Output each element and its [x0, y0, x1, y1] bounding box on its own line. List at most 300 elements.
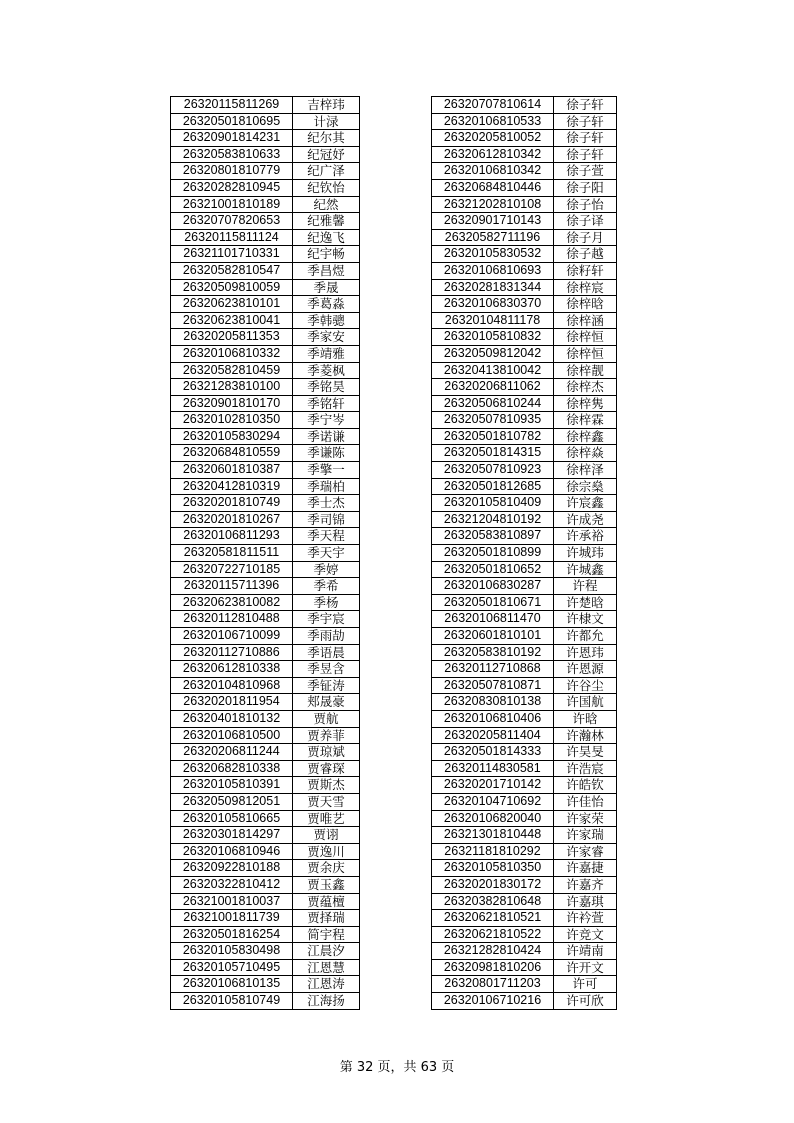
- candidate-name-cell: 徐梓泽: [554, 462, 617, 479]
- candidate-name-cell: 许家瑞: [554, 827, 617, 844]
- candidate-name-cell: 季铭轩: [293, 395, 360, 412]
- candidate-id-cell: 26320509812051: [171, 793, 293, 810]
- candidate-id-cell: 26320501814315: [432, 445, 554, 462]
- candidate-id-cell: 26320105830294: [171, 428, 293, 445]
- candidate-id-cell: 26320621810521: [432, 910, 554, 927]
- candidate-name-cell: 许佳怡: [554, 793, 617, 810]
- table-row: [432, 229, 617, 246]
- candidate-name-cell: 许嘉捷: [554, 860, 617, 877]
- candidate-id-cell: 26320830810138: [432, 694, 554, 711]
- candidate-id-cell: 26320507810871: [432, 677, 554, 694]
- candidate-name-cell: 徐梓隽: [554, 395, 617, 412]
- page-footer: 第 32 页，共 63 页: [339, 1060, 455, 1075]
- candidate-id-cell: 26320106810406: [432, 710, 554, 727]
- candidate-name-cell: 徐梓鑫: [554, 428, 617, 445]
- candidate-id-cell: 26320901814231: [171, 130, 293, 147]
- table-row: [432, 329, 617, 346]
- candidate-name-cell: 贾蕴檀: [293, 893, 360, 910]
- candidate-name-cell: 贾唯艺: [293, 810, 360, 827]
- candidate-id-cell: 26320382810648: [432, 893, 554, 910]
- table-row: [171, 561, 360, 578]
- table-row: [432, 312, 617, 329]
- candidate-id-cell: 26320282810945: [171, 179, 293, 196]
- candidate-id-cell: 26320922810188: [171, 860, 293, 877]
- candidate-id-cell: 26320112710868: [432, 661, 554, 678]
- candidate-name-cell: 贾诩: [293, 827, 360, 844]
- table-row: [432, 428, 617, 445]
- table-row: [432, 594, 617, 611]
- table-row: [432, 976, 617, 993]
- candidate-name-cell: 季韩骢: [293, 312, 360, 329]
- table-row: [171, 246, 360, 263]
- candidate-name-cell: 许瀚林: [554, 727, 617, 744]
- table-row: [432, 677, 617, 694]
- table-row: [171, 279, 360, 296]
- candidate-name-cell: 许浩宸: [554, 760, 617, 777]
- candidate-id-cell: 26320106811470: [432, 611, 554, 628]
- table-row: [171, 412, 360, 429]
- candidate-id-cell: 26320206811244: [171, 744, 293, 761]
- candidate-id-cell: 26320413810042: [432, 362, 554, 379]
- candidate-id-cell: 26320684810559: [171, 445, 293, 462]
- table-row: [171, 661, 360, 678]
- table-row: [432, 876, 617, 893]
- candidate-id-cell: 26320621810522: [432, 926, 554, 943]
- table-row: [432, 345, 617, 362]
- candidate-id-cell: 26320707810614: [432, 97, 554, 114]
- table-row: [171, 628, 360, 645]
- candidate-name-cell: 许开文: [554, 959, 617, 976]
- table-row: [432, 179, 617, 196]
- table-row: [171, 893, 360, 910]
- table-row: [171, 578, 360, 595]
- candidate-id-cell: 26321001810037: [171, 893, 293, 910]
- candidate-id-cell: 26320106810135: [171, 976, 293, 993]
- table-row: [171, 943, 360, 960]
- candidate-name-cell: 徐梓宸: [554, 279, 617, 296]
- candidate-id-cell: 26320501810671: [432, 594, 554, 611]
- candidate-id-cell: 26320112810488: [171, 611, 293, 628]
- table-row: [432, 545, 617, 562]
- table-row: [432, 412, 617, 429]
- table-row: [171, 744, 360, 761]
- candidate-id-cell: 26320583810192: [432, 644, 554, 661]
- candidate-id-cell: 26321204810192: [432, 511, 554, 528]
- candidate-id-cell: 26320205811353: [171, 329, 293, 346]
- candidate-name-cell: 许程: [554, 578, 617, 595]
- table-row: [432, 777, 617, 794]
- candidate-name-cell: 季司锦: [293, 511, 360, 528]
- candidate-id-cell: 26320106810693: [432, 262, 554, 279]
- candidate-id-cell: 26320507810935: [432, 412, 554, 429]
- table-row: [432, 644, 617, 661]
- candidate-name-cell: 贾琼斌: [293, 744, 360, 761]
- candidate-name-cell: 季天程: [293, 528, 360, 545]
- candidate-name-cell: 贾玉鑫: [293, 876, 360, 893]
- candidate-id-cell: 26320105810350: [432, 860, 554, 877]
- table-row: [171, 810, 360, 827]
- candidate-name-cell: 吉梓玮: [293, 97, 360, 114]
- table-row: [171, 959, 360, 976]
- candidate-id-cell: 26320412810319: [171, 478, 293, 495]
- candidate-name-cell: 许宸鑫: [554, 495, 617, 512]
- table-row: [432, 495, 617, 512]
- candidate-id-cell: 26320106810946: [171, 843, 293, 860]
- table-row: [171, 644, 360, 661]
- table-row: [432, 279, 617, 296]
- candidate-id-cell: 26320105810832: [432, 329, 554, 346]
- candidate-id-cell: 26320581811511: [171, 545, 293, 562]
- candidate-name-cell: 江恩涛: [293, 976, 360, 993]
- candidate-id-cell: 26321301810448: [432, 827, 554, 844]
- candidate-name-cell: 贾逸川: [293, 843, 360, 860]
- candidate-name-cell: 徐宗燊: [554, 478, 617, 495]
- candidate-id-cell: 26320115811124: [171, 229, 293, 246]
- candidate-id-cell: 26320582810459: [171, 362, 293, 379]
- candidate-name-cell: 简宇程: [293, 926, 360, 943]
- table-row: [432, 213, 617, 230]
- table-row: [171, 827, 360, 844]
- candidate-id-cell: 26321202810108: [432, 196, 554, 213]
- table-row: [432, 893, 617, 910]
- table-row: [171, 495, 360, 512]
- candidate-id-cell: 26320201830172: [432, 876, 554, 893]
- table-row: [432, 943, 617, 960]
- table-row: [432, 694, 617, 711]
- roster-table-left: [170, 96, 360, 1010]
- candidate-id-cell: 26320322810412: [171, 876, 293, 893]
- roster-table-left-body: [171, 97, 360, 1010]
- candidate-id-cell: 26320115711396: [171, 578, 293, 595]
- candidate-id-cell: 26321101710331: [171, 246, 293, 263]
- table-row: [432, 860, 617, 877]
- table-row: [171, 876, 360, 893]
- candidate-name-cell: 贾斯杰: [293, 777, 360, 794]
- candidate-name-cell: 季天宇: [293, 545, 360, 562]
- roster-table-right: [431, 96, 617, 1010]
- candidate-name-cell: 徐梓晗: [554, 296, 617, 313]
- table-row: [432, 578, 617, 595]
- candidate-id-cell: 26321001811739: [171, 910, 293, 927]
- candidate-id-cell: 26320104811178: [432, 312, 554, 329]
- candidate-id-cell: 26320612810338: [171, 661, 293, 678]
- candidate-name-cell: 纪雅馨: [293, 213, 360, 230]
- table-row: [171, 611, 360, 628]
- candidate-id-cell: 26320206811062: [432, 379, 554, 396]
- candidate-name-cell: 许家睿: [554, 843, 617, 860]
- candidate-name-cell: 贾择瑞: [293, 910, 360, 927]
- candidate-id-cell: 26320104710692: [432, 793, 554, 810]
- candidate-name-cell: 徐梓霖: [554, 412, 617, 429]
- candidate-name-cell: 江恩慧: [293, 959, 360, 976]
- table-row: [171, 694, 360, 711]
- candidate-id-cell: 26320501814333: [432, 744, 554, 761]
- table-row: [432, 511, 617, 528]
- table-row: [432, 478, 617, 495]
- candidate-name-cell: 纪广泽: [293, 163, 360, 180]
- table-row: [432, 611, 617, 628]
- candidate-id-cell: 26320105810391: [171, 777, 293, 794]
- candidate-name-cell: 季雨劼: [293, 628, 360, 645]
- table-row: [432, 97, 617, 114]
- table-row: [171, 710, 360, 727]
- candidate-id-cell: 26320106810500: [171, 727, 293, 744]
- table-row: [432, 395, 617, 412]
- candidate-name-cell: 许昊旻: [554, 744, 617, 761]
- candidate-id-cell: 26320106810332: [171, 345, 293, 362]
- candidate-name-cell: 纪冠妤: [293, 146, 360, 163]
- candidate-name-cell: 徐梓焱: [554, 445, 617, 462]
- table-row: [171, 843, 360, 860]
- table-row: [171, 777, 360, 794]
- candidate-name-cell: 许恩源: [554, 661, 617, 678]
- table-row: [171, 926, 360, 943]
- table-row: [432, 262, 617, 279]
- candidate-name-cell: 许可欣: [554, 993, 617, 1010]
- table-row: [171, 594, 360, 611]
- candidate-id-cell: 26320801711203: [432, 976, 554, 993]
- table-row: [171, 345, 360, 362]
- candidate-name-cell: 贾养菲: [293, 727, 360, 744]
- table-row: [171, 677, 360, 694]
- table-row: [171, 362, 360, 379]
- candidate-name-cell: 徐籽轩: [554, 262, 617, 279]
- table-row: [171, 146, 360, 163]
- candidate-name-cell: 徐梓靓: [554, 362, 617, 379]
- candidate-name-cell: 贾余庆: [293, 860, 360, 877]
- candidate-id-cell: 26320112710886: [171, 644, 293, 661]
- candidate-id-cell: 26320501810782: [432, 428, 554, 445]
- table-row: [171, 993, 360, 1010]
- candidate-id-cell: 26320801810779: [171, 163, 293, 180]
- table-row: [432, 196, 617, 213]
- candidate-id-cell: 26321001810189: [171, 196, 293, 213]
- candidate-name-cell: 季士杰: [293, 495, 360, 512]
- table-row: [432, 661, 617, 678]
- candidate-id-cell: 26320507810923: [432, 462, 554, 479]
- candidate-name-cell: 徐子轩: [554, 113, 617, 130]
- table-row: [432, 462, 617, 479]
- table-row: [171, 760, 360, 777]
- candidate-name-cell: 季擎一: [293, 462, 360, 479]
- candidate-name-cell: 许衿萱: [554, 910, 617, 927]
- candidate-name-cell: 徐梓涵: [554, 312, 617, 329]
- table-row: [171, 213, 360, 230]
- candidate-id-cell: 26320106710099: [171, 628, 293, 645]
- table-row: [171, 910, 360, 927]
- candidate-id-cell: 26320281831344: [432, 279, 554, 296]
- table-row: [432, 810, 617, 827]
- table-row: [171, 196, 360, 213]
- candidate-id-cell: 26320623810041: [171, 312, 293, 329]
- candidate-id-cell: 26320981810206: [432, 959, 554, 976]
- table-row: [432, 246, 617, 263]
- candidate-name-cell: 许都允: [554, 628, 617, 645]
- table-row: [171, 428, 360, 445]
- candidate-name-cell: 徐子越: [554, 246, 617, 263]
- table-row: [432, 727, 617, 744]
- table-row: [432, 760, 617, 777]
- table-row: [432, 528, 617, 545]
- candidate-name-cell: 季钲涛: [293, 677, 360, 694]
- candidate-name-cell: 徐梓恒: [554, 329, 617, 346]
- candidate-id-cell: 26320601810101: [432, 628, 554, 645]
- table-row: [171, 179, 360, 196]
- candidate-id-cell: 26320509812042: [432, 345, 554, 362]
- candidate-name-cell: 江海扬: [293, 993, 360, 1010]
- candidate-id-cell: 26321283810100: [171, 379, 293, 396]
- table-row: [432, 710, 617, 727]
- candidate-id-cell: 26320623810082: [171, 594, 293, 611]
- candidate-id-cell: 26320501810899: [432, 545, 554, 562]
- candidate-name-cell: 纪钦怡: [293, 179, 360, 196]
- table-row: [171, 478, 360, 495]
- table-row: [432, 993, 617, 1010]
- candidate-id-cell: 26320901710143: [432, 213, 554, 230]
- table-row: [171, 462, 360, 479]
- candidate-name-cell: 徐子译: [554, 213, 617, 230]
- candidate-id-cell: 26320684810446: [432, 179, 554, 196]
- candidate-name-cell: 许竞文: [554, 926, 617, 943]
- table-row: [432, 362, 617, 379]
- candidate-id-cell: 26320901810170: [171, 395, 293, 412]
- table-row: [171, 511, 360, 528]
- candidate-name-cell: 许靖南: [554, 943, 617, 960]
- candidate-id-cell: 26320104810968: [171, 677, 293, 694]
- candidate-id-cell: 26320106820040: [432, 810, 554, 827]
- candidate-id-cell: 26320115811269: [171, 97, 293, 114]
- candidate-name-cell: 季葛淼: [293, 296, 360, 313]
- candidate-id-cell: 26320201710142: [432, 777, 554, 794]
- candidate-id-cell: 26320612810342: [432, 146, 554, 163]
- candidate-name-cell: 季菱枫: [293, 362, 360, 379]
- candidate-name-cell: 纪宇畅: [293, 246, 360, 263]
- candidate-name-cell: 徐子月: [554, 229, 617, 246]
- candidate-id-cell: 26320509810059: [171, 279, 293, 296]
- table-row: [171, 329, 360, 346]
- candidate-id-cell: 26320105810409: [432, 495, 554, 512]
- table-row: [432, 163, 617, 180]
- candidate-id-cell: 26320623810101: [171, 296, 293, 313]
- candidate-id-cell: 26320583810897: [432, 528, 554, 545]
- candidate-id-cell: 26321181810292: [432, 843, 554, 860]
- candidate-id-cell: 26320201810267: [171, 511, 293, 528]
- candidate-name-cell: 许国航: [554, 694, 617, 711]
- table-row: [171, 528, 360, 545]
- candidate-id-cell: 26320682810338: [171, 760, 293, 777]
- candidate-id-cell: 26320105830498: [171, 943, 293, 960]
- candidate-id-cell: 26320114830581: [432, 760, 554, 777]
- candidate-name-cell: 季宁岑: [293, 412, 360, 429]
- table-row: [432, 827, 617, 844]
- candidate-id-cell: 26320501812685: [432, 478, 554, 495]
- candidate-name-cell: 徐子轩: [554, 97, 617, 114]
- candidate-name-cell: 徐子轩: [554, 130, 617, 147]
- candidate-name-cell: 季谦陈: [293, 445, 360, 462]
- candidate-id-cell: 26320102810350: [171, 412, 293, 429]
- candidate-name-cell: 许家荣: [554, 810, 617, 827]
- candidate-name-cell: 郏晟豪: [293, 694, 360, 711]
- candidate-name-cell: 许可: [554, 976, 617, 993]
- candidate-name-cell: 季昱含: [293, 661, 360, 678]
- candidate-id-cell: 26320582711196: [432, 229, 554, 246]
- candidate-name-cell: 许承裕: [554, 528, 617, 545]
- candidate-name-cell: 季昌煜: [293, 262, 360, 279]
- candidate-name-cell: 江晨汐: [293, 943, 360, 960]
- candidate-name-cell: 季语晨: [293, 644, 360, 661]
- candidate-name-cell: 徐子萱: [554, 163, 617, 180]
- table-row: [171, 97, 360, 114]
- table-row: [171, 395, 360, 412]
- table-row: [432, 793, 617, 810]
- table-row: [171, 976, 360, 993]
- candidate-name-cell: 许谷尘: [554, 677, 617, 694]
- candidate-name-cell: 季希: [293, 578, 360, 595]
- candidate-id-cell: 26320106811293: [171, 528, 293, 545]
- candidate-name-cell: 许恩玮: [554, 644, 617, 661]
- table-row: [432, 628, 617, 645]
- candidate-name-cell: 徐子阳: [554, 179, 617, 196]
- table-row: [432, 130, 617, 147]
- candidate-id-cell: 26320105810665: [171, 810, 293, 827]
- roster-table-right-body: [432, 97, 617, 1010]
- candidate-id-cell: 26320401810132: [171, 710, 293, 727]
- candidate-id-cell: 26320707820653: [171, 213, 293, 230]
- candidate-id-cell: 26320106810533: [432, 113, 554, 130]
- candidate-name-cell: 季诺谦: [293, 428, 360, 445]
- candidate-name-cell: 许晗: [554, 710, 617, 727]
- candidate-id-cell: 26320501810695: [171, 113, 293, 130]
- candidate-name-cell: 许城鑫: [554, 561, 617, 578]
- candidate-name-cell: 季家安: [293, 329, 360, 346]
- table-row: [432, 113, 617, 130]
- table-row: [432, 561, 617, 578]
- candidate-name-cell: 季婷: [293, 561, 360, 578]
- table-row: [171, 113, 360, 130]
- candidate-id-cell: 26320201811954: [171, 694, 293, 711]
- candidate-name-cell: 季瑞柏: [293, 478, 360, 495]
- table-row: [432, 379, 617, 396]
- candidate-id-cell: 26320301814297: [171, 827, 293, 844]
- candidate-name-cell: 许棣文: [554, 611, 617, 628]
- table-row: [171, 727, 360, 744]
- candidate-id-cell: 26321282810424: [432, 943, 554, 960]
- table-row: [432, 744, 617, 761]
- table-row: [171, 860, 360, 877]
- candidate-id-cell: 26320106810342: [432, 163, 554, 180]
- candidate-name-cell: 徐子怡: [554, 196, 617, 213]
- candidate-name-cell: 许嘉齐: [554, 876, 617, 893]
- candidate-id-cell: 26320106830370: [432, 296, 554, 313]
- candidate-id-cell: 26320501810652: [432, 561, 554, 578]
- candidate-name-cell: 贾睿琛: [293, 760, 360, 777]
- candidate-id-cell: 26320201810749: [171, 495, 293, 512]
- table-row: [171, 163, 360, 180]
- candidate-name-cell: 徐梓杰: [554, 379, 617, 396]
- candidate-name-cell: 许成尧: [554, 511, 617, 528]
- table-row: [171, 545, 360, 562]
- table-row: [171, 379, 360, 396]
- candidate-name-cell: 纪然: [293, 196, 360, 213]
- candidate-id-cell: 26320106830287: [432, 578, 554, 595]
- table-row: [171, 130, 360, 147]
- candidate-name-cell: 计渌: [293, 113, 360, 130]
- candidate-id-cell: 26320601810387: [171, 462, 293, 479]
- table-row: [171, 445, 360, 462]
- table-row: [171, 793, 360, 810]
- candidate-name-cell: 季晟: [293, 279, 360, 296]
- candidate-id-cell: 26320105710495: [171, 959, 293, 976]
